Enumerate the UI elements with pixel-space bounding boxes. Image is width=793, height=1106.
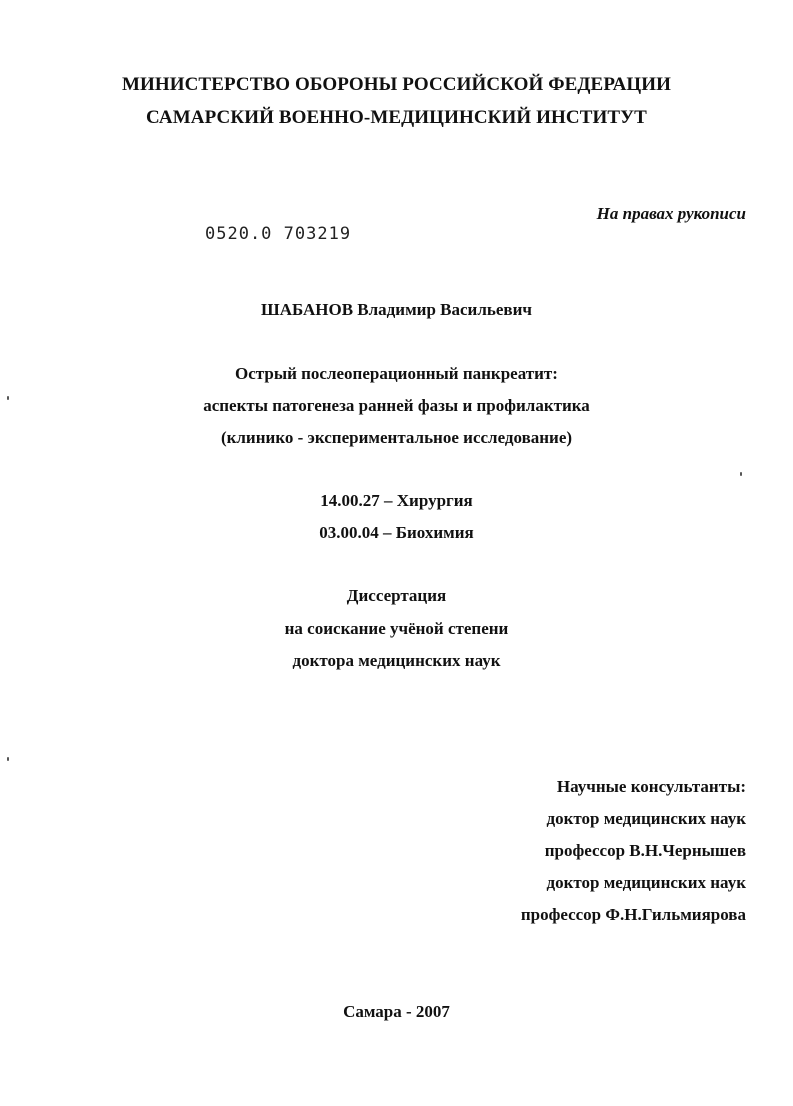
- registration-stamp: 0520.0 703219: [205, 224, 352, 244]
- city-year: Самара - 2007: [343, 1002, 450, 1021]
- institute-name: САМАРСКИЙ ВОЕННО-МЕДИЦИНСКИЙ ИНСТИТУТ: [146, 107, 647, 128]
- ministry-name: МИНИСТЕРСТВО ОБОРОНЫ РОССИЙСКОЙ ФЕДЕРАЦИИ: [121, 74, 672, 95]
- consultant-degree-1: доктор медицинских наук: [546, 809, 746, 828]
- degree-line-3: доктора медицинских наук: [292, 651, 501, 670]
- rights-note: На правах рукописи: [596, 204, 746, 223]
- specialty-surgery: 14.00.27 – Хирургия: [320, 491, 473, 510]
- scan-speck: [7, 757, 9, 761]
- title-line-1: Острый послеоперационный панкреатит:: [235, 364, 558, 383]
- consultants-heading: Научные консультанты:: [556, 777, 746, 796]
- consultant-name-2: профессор Ф.Н.Гильмиярова: [520, 905, 746, 924]
- author-name: ШАБАНОВ Владимир Васильевич: [261, 300, 532, 319]
- scan-speck: [740, 472, 742, 476]
- consultant-name-1: профессор В.Н.Чернышев: [544, 841, 746, 860]
- title-line-2: аспекты патогенеза ранней фазы и профилактика: [203, 396, 590, 415]
- title-line-3: (клинико - экспериментальное исследование): [220, 428, 573, 447]
- scan-speck: [7, 396, 9, 400]
- consultant-degree-2: доктор медицинских наук: [546, 873, 746, 892]
- specialty-biochemistry: 03.00.04 – Биохимия: [319, 523, 474, 542]
- degree-line-1: Диссертация: [346, 586, 447, 605]
- degree-line-2: на соискание учёной степени: [284, 619, 509, 638]
